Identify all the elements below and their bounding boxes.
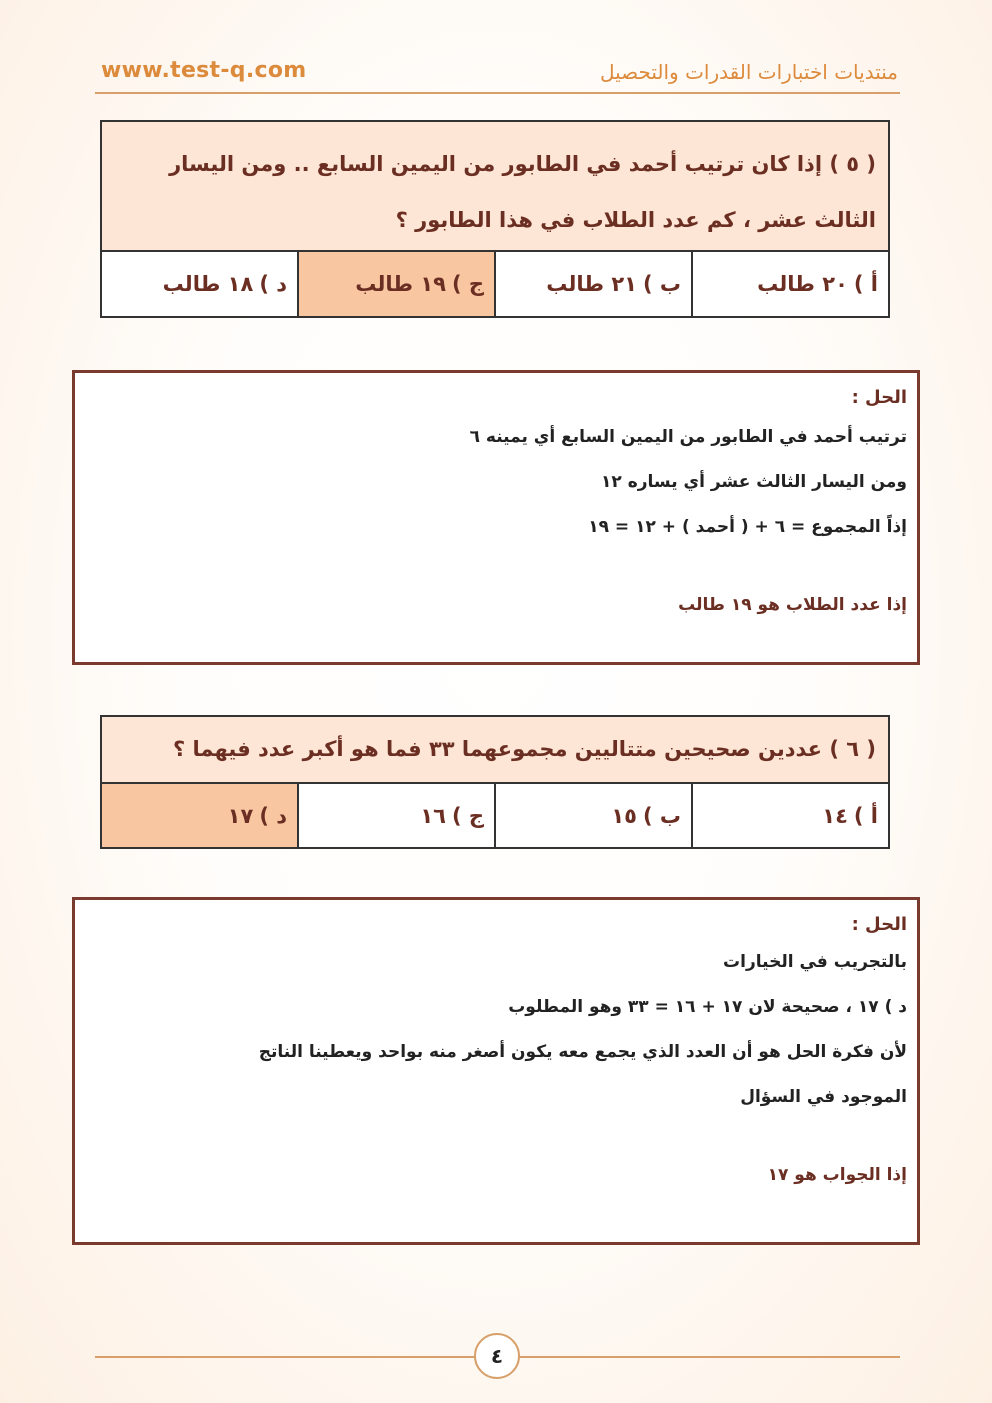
option-text: ١٤ <box>822 803 848 828</box>
question-5-line1: ( ٥ ) إذا كان ترتيب أحمد في الطابور من اليمين السابع .. ومن اليسار <box>169 152 876 176</box>
option-text: ١٦ <box>420 803 446 828</box>
solution-line: بالتجريب في الخيارات <box>723 952 907 972</box>
question-6-text <box>102 717 888 784</box>
option-d[interactable] <box>102 252 297 316</box>
solution-title: الحل : <box>851 914 907 935</box>
option-label: ج ) <box>451 272 484 296</box>
solution-6-box <box>72 897 920 1245</box>
option-b[interactable] <box>494 784 691 847</box>
solution-line: ومن اليسار الثالث عشر أي يساره ١٢ <box>601 472 907 492</box>
site-name: منتديات اختبارات القدرات والتحصيل <box>599 60 898 84</box>
option-text: ٢١ طالب <box>546 272 637 296</box>
option-a[interactable] <box>691 784 888 847</box>
option-label: ج ) <box>451 803 484 828</box>
question-5-line2: الثالث عشر ، كم عدد الطلاب في هذا الطابور ؟ <box>395 208 876 232</box>
solution-answer: إذا الجواب هو ١٧ <box>767 1165 907 1185</box>
question-6-options <box>102 784 888 847</box>
solution-line: د ) ١٧ ، صحيحة لان ١٧ + ١٦ = ٣٣ وهو المطلوب <box>508 997 907 1017</box>
option-label: د ) <box>259 803 287 828</box>
option-label: ب ) <box>642 803 681 828</box>
option-d-correct[interactable] <box>102 784 297 847</box>
option-text: ١٨ طالب <box>162 272 254 296</box>
option-c[interactable] <box>297 784 494 847</box>
option-b[interactable] <box>494 252 691 316</box>
solution-answer: إذا عدد الطلاب هو ١٩ طالب <box>678 595 907 615</box>
page-header <box>95 50 900 94</box>
solution-line: لأن فكرة الحل هو أن العدد الذي يجمع معه يكون أصغر منه بواحد ويعطينا الناتج <box>258 1042 907 1062</box>
question-5-options <box>102 252 888 316</box>
site-url[interactable]: www.test-q.com <box>101 58 307 83</box>
solution-line: ترتيب أحمد في الطابور من اليمين السابع أي يمينه ٦ <box>469 427 907 447</box>
solution-5-box <box>72 370 920 665</box>
footer-divider-right <box>519 1356 900 1358</box>
question-5-box <box>100 120 890 318</box>
question-6-line1: ( ٦ ) عددين صحيحين متتاليين مجموعهما ٣٣ فما هو أكبر عدد فيهما ؟ <box>173 737 876 761</box>
option-text: ٢٠ طالب <box>757 272 848 296</box>
solution-title: الحل : <box>851 387 907 408</box>
page-number: ٤ <box>474 1333 520 1379</box>
option-label: د ) <box>259 272 287 296</box>
question-6-box <box>100 715 890 849</box>
option-text: ١٧ <box>227 803 254 828</box>
solution-line: إذاً المجموع = ٦ + ( أحمد ) + ١٢ = ١٩ <box>588 517 907 537</box>
solution-line: الموجود في السؤال <box>740 1087 907 1107</box>
question-5-text <box>102 122 888 252</box>
option-label: أ ) <box>853 803 878 828</box>
option-text: ١٩ طالب <box>355 272 446 296</box>
option-label: أ ) <box>853 272 878 296</box>
option-label: ب ) <box>642 272 681 296</box>
option-a[interactable] <box>691 252 888 316</box>
option-c-correct[interactable] <box>297 252 494 316</box>
footer-divider-left <box>95 1356 475 1358</box>
option-text: ١٥ <box>611 803 637 828</box>
